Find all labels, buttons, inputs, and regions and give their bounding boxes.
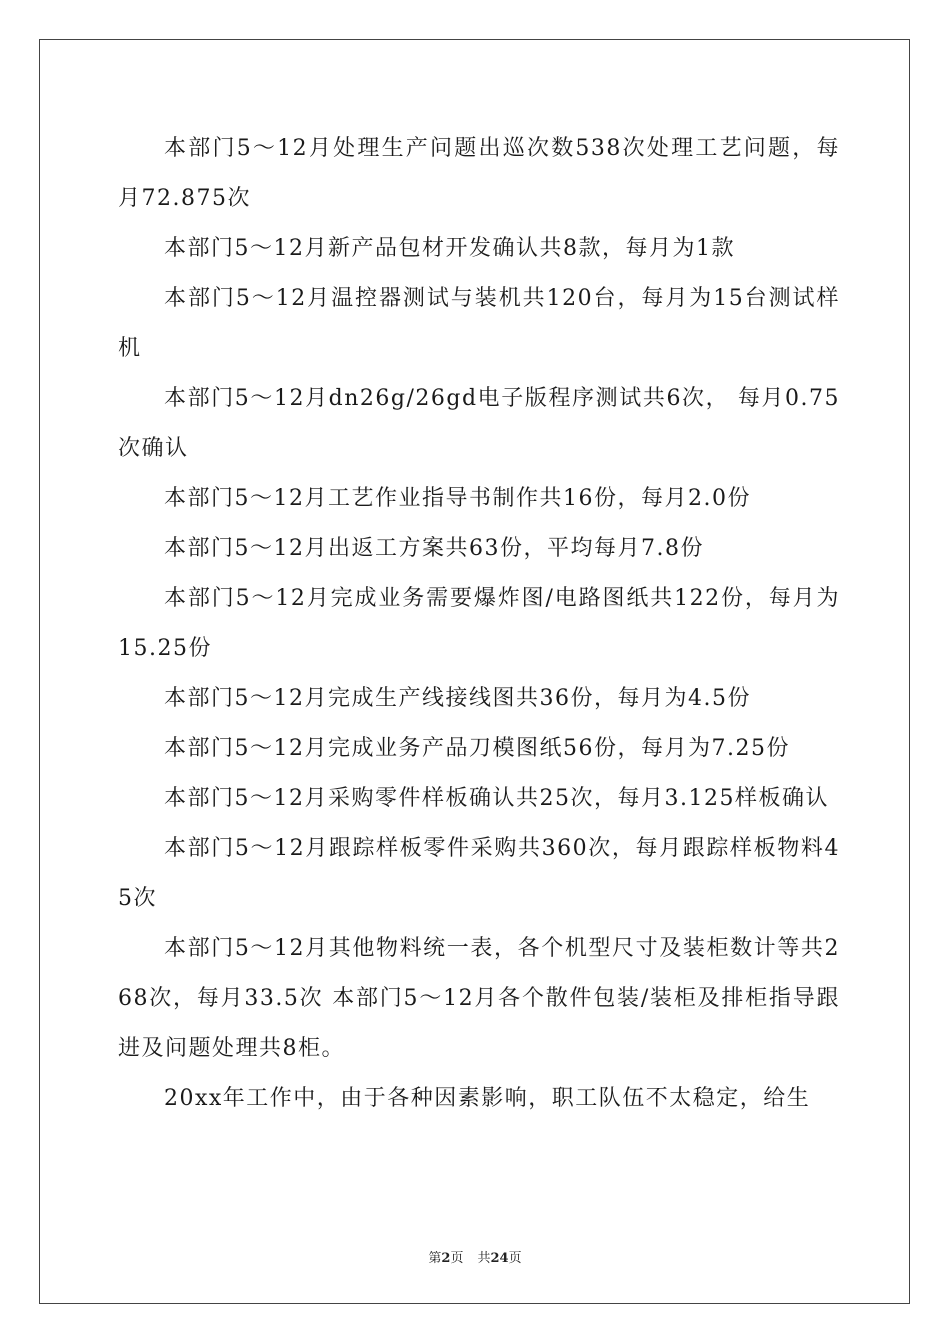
paragraph: 本部门5～12月跟踪样板零件采购共360次，每月跟踪样板物料45次	[118, 836, 840, 911]
paragraph: 本部门5～12月新产品包材开发确认共8款，每月为1款	[164, 236, 735, 261]
paragraph: 本部门5～12月采购零件样板确认共25次，每月3.125样板确认	[164, 786, 829, 811]
paragraph: 本部门5～12月处理生产问题出巡次数538次处理工艺问题，每月72.875次	[118, 136, 840, 211]
paragraph: 本部门5～12月工艺作业指导书制作共16份，每月2.0份	[164, 486, 751, 511]
page-prefix: 第	[428, 1251, 442, 1266]
paragraph: 20xx年工作中，由于各种因素影响，职工队伍不太稳定，给生	[164, 1086, 811, 1111]
total-prefix: 共	[477, 1251, 491, 1266]
paragraph: 本部门5～12月其他物料统一表，各个机型尺寸及装柜数计等共268次，每月33.5次 本部门5～12月各个散件包装/装柜及排柜指导跟进及问题处理共8柜。	[118, 936, 840, 1061]
page-footer	[0, 1247, 950, 1266]
paragraph: 本部门5～12月温控器测试与装机共120台，每月为15台测试样机	[118, 286, 840, 361]
paragraph: 本部门5～12月dn26g/26gd电子版程序测试共6次， 每月0.75次确认	[118, 386, 840, 461]
paragraph: 本部门5～12月完成生产线接线图共36份，每月为4.5份	[164, 686, 751, 711]
total-suffix: 页	[508, 1251, 522, 1266]
total-pages: 24	[490, 1251, 509, 1266]
document-body	[118, 124, 840, 1124]
paragraph: 本部门5～12月出返工方案共63份，平均每月7.8份	[164, 536, 704, 561]
paragraph: 本部门5～12月完成业务需要爆炸图/电路图纸共122份，每月为15.25份	[118, 586, 840, 661]
paragraph: 本部门5～12月完成业务产品刀模图纸56份，每月为7.25份	[164, 736, 790, 761]
page-suffix: 页	[450, 1251, 464, 1266]
page-number: 2	[441, 1251, 451, 1266]
